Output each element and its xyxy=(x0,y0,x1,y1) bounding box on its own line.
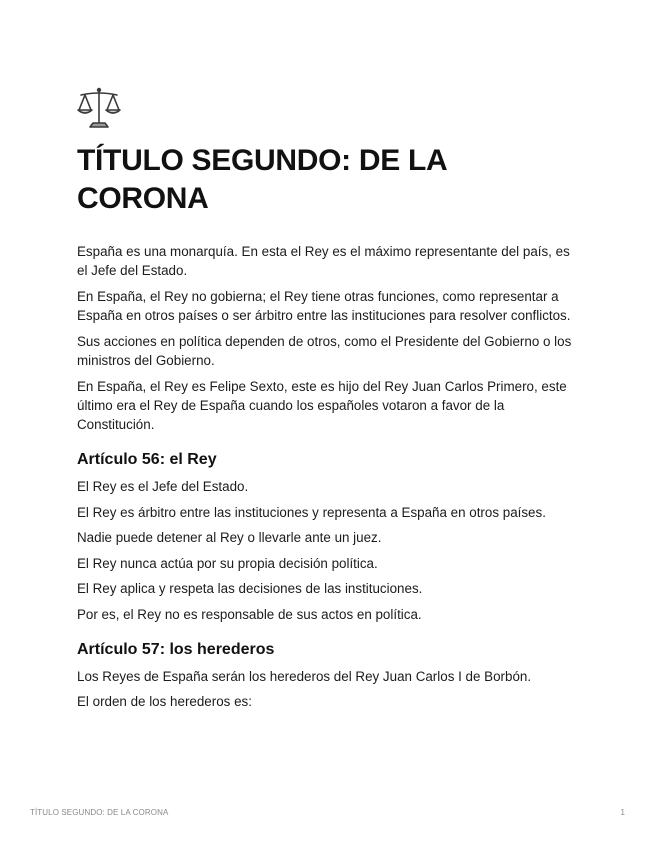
article-57 xyxy=(77,640,582,712)
article-56 xyxy=(77,450,582,624)
article-line: Los Reyes de España serán los herederos del Rey Juan Carlos I de Borbón. xyxy=(77,668,532,684)
article-line: El orden de los herederos es: xyxy=(77,694,252,709)
article-line: Nadie puede detener al Rey o llevarle ante un juez. xyxy=(77,530,382,545)
footer-page-number: 1 xyxy=(620,808,625,817)
scales-of-justice-icon xyxy=(76,86,122,130)
article-line: El Rey es árbitro entre las instituciones y representa a España en otros países. xyxy=(77,504,546,520)
intro-paragraph: En España, el Rey es Felipe Sexto, este es hijo del Rey Juan Carlos Primero, este último era el Rey de España cuando los españoles votaron a favor de la Constitución. xyxy=(77,379,567,432)
intro-paragraph: España es una monarquía. En esta el Rey es el máximo representante del país, es el Jefe del Estado. xyxy=(77,244,570,278)
page-title: TÍTULO SEGUNDO: DE LA CORONA xyxy=(77,144,447,215)
article-lines xyxy=(77,477,582,624)
article-heading: Artículo 56: el Rey xyxy=(77,451,217,468)
page-footer xyxy=(30,806,625,820)
article-line: El Rey nunca actúa por su propia decisión política. xyxy=(77,555,378,571)
article-line: El Rey es el Jefe del Estado. xyxy=(77,479,249,494)
article-lines xyxy=(77,667,582,712)
page-content xyxy=(77,86,582,718)
intro-paragraph: Sus acciones en política dependen de otros, como el Presidente del Gobierno o los ministros del Gobierno. xyxy=(77,334,572,368)
article-heading: Artículo 57: los herederos xyxy=(77,640,275,658)
article-line: Por es, el Rey no es responsable de sus actos en política. xyxy=(77,606,422,622)
article-line: El Rey aplica y respeta las decisiones de las instituciones. xyxy=(77,581,423,596)
intro-paragraph: En España, el Rey no gobierna; el Rey tiene otras funciones, como representar a España en otros países o ser árbitro entre las instituciones para resolver conflictos. xyxy=(77,289,571,323)
footer-running-title: TÍTULO SEGUNDO: DE LA CORONA xyxy=(30,808,169,817)
intro-section xyxy=(77,242,582,434)
